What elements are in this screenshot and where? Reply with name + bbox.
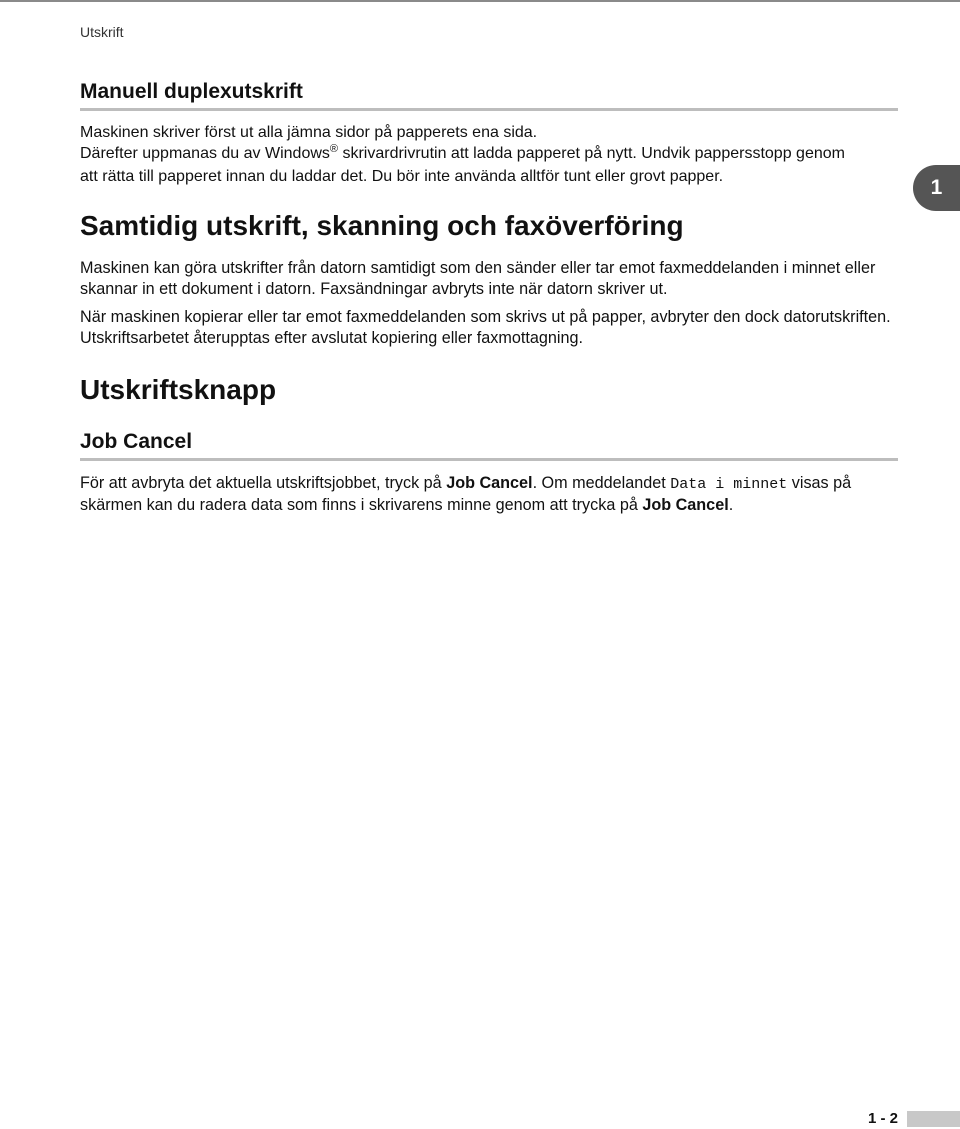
paragraph-line: Maskinen skriver först ut alla jämna sidor på papperets ena sida. (80, 124, 538, 141)
text-run: . Om meddelandet (532, 474, 671, 492)
text-run: . (728, 496, 734, 514)
lcd-message: Data i minnet (670, 476, 788, 493)
running-header: Utskrift (80, 24, 124, 40)
paragraph-duplex (80, 122, 900, 187)
chapter-tab: 1 (913, 165, 960, 211)
top-rule (0, 0, 960, 2)
paragraph-line (80, 143, 900, 166)
page-number: 1 - 2 (868, 1110, 899, 1127)
text-run: Därefter uppmanas du av Windows (80, 145, 330, 162)
text-run: visas på skärmen kan du radera data som finns i skrivarens minne genom att trycka på (80, 474, 852, 514)
text-run: För att avbryta det aktuella utskriftsjobbet, tryck på (80, 474, 447, 492)
paragraph-simultaneous-1: Maskinen kan göra utskrifter från datorn samtidigt som den sänder eller tar emot faxmeddelanden i minnet eller skannar in ett dokument i datorn. Faxsändningar avbryts inte när datorn skriver ut. (80, 259, 876, 298)
section-title-simultaneous: Samtidig utskrift, skanning och faxöverföring (80, 210, 684, 241)
paragraph-job-cancel (80, 473, 900, 516)
section-rule (80, 108, 898, 111)
section-title-duplex: Manuell duplexutskrift (80, 80, 303, 103)
footer-bar (907, 1111, 960, 1127)
subsection-title-job-cancel: Job Cancel (80, 430, 193, 453)
registered-mark: ® (329, 143, 339, 155)
paragraph-simultaneous-2: När maskinen kopierar eller tar emot faxmeddelanden som skrivs ut på papper, avbryter den dock datorutskriften. Utskriftsarbetet återupptas efter avslutat kopiering eller faxmottagning. (80, 308, 891, 347)
job-cancel-key-label: Job Cancel (446, 474, 533, 492)
subsection-rule (80, 458, 898, 461)
paragraph-line: att rätta till papperet innan du laddar det. Du bör inte använda alltför tunt eller grovt papper. (80, 168, 724, 185)
text-run: skrivardrivrutin att ladda papperet på nytt. Undvik pappersstopp genom (338, 145, 845, 162)
job-cancel-key-label: Job Cancel (642, 496, 729, 514)
section-title-print-button: Utskriftsknapp (80, 374, 277, 405)
